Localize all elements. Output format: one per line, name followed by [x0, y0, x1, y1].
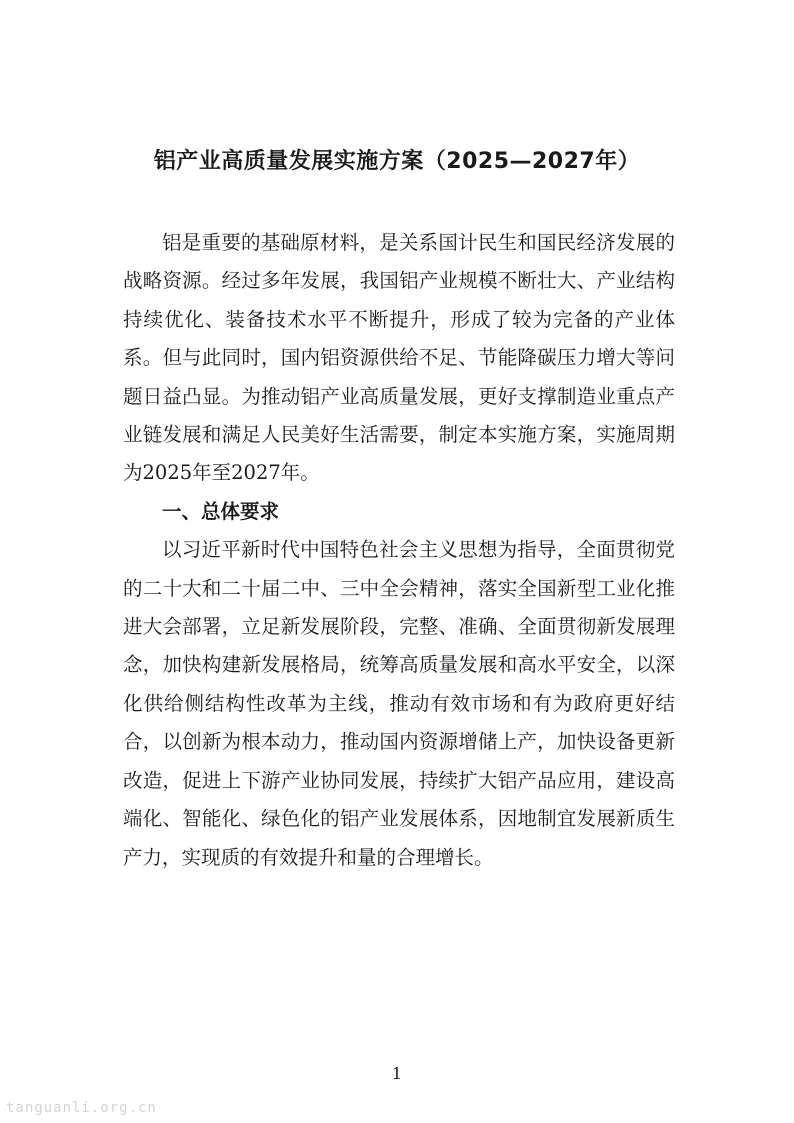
watermark: tanguanli.org.cn — [6, 1100, 157, 1116]
section-heading: 一、总体要求 — [162, 499, 280, 523]
document-title: 铝产业高质量发展实施方案（2025—2027年） — [153, 149, 641, 174]
document-body — [123, 224, 675, 877]
section-paragraph: 以习近平新时代中国特色社会主义思想为指导，全面贯彻党的二十大和二十届二中、三中全会精神，落实全国新型工业化推进大会部署，立足新发展阶段，完整、准确、全面贯彻新发展理念，加快构建新发展格局，统筹高质量发展和高水平安全，以深化供给侧结构性改革为主线，推动有效市场和有为政府更好结合，以创新为根本动力，推动国内资源增储上产，加快设备更新改造，促进上下游产业协同发展，持续扩大铝产品应用，建设高端化、智能化、绿色化的铝产业发展体系，因地制宜发展新质生产力，实现质的有效提升和量的合理增长。 — [123, 538, 675, 869]
intro-paragraph: 铝是重要的基础原材料，是关系国计民生和国民经济发展的战略资源。经过多年发展，我国铝产业规模不断壮大、产业结构持续优化、装备技术水平不断提升，形成了较为完备的产业体系。但与此同时，国内铝资源供给不足、节能降碳压力增大等问题日益凸显。为推动铝产业高质量发展，更好支撑制造业重点产业链发展和满足人民美好生活需要，制定本实施方案，实施周期为2025年至2027年。 — [123, 231, 675, 485]
page-number: 1 — [391, 1064, 403, 1083]
